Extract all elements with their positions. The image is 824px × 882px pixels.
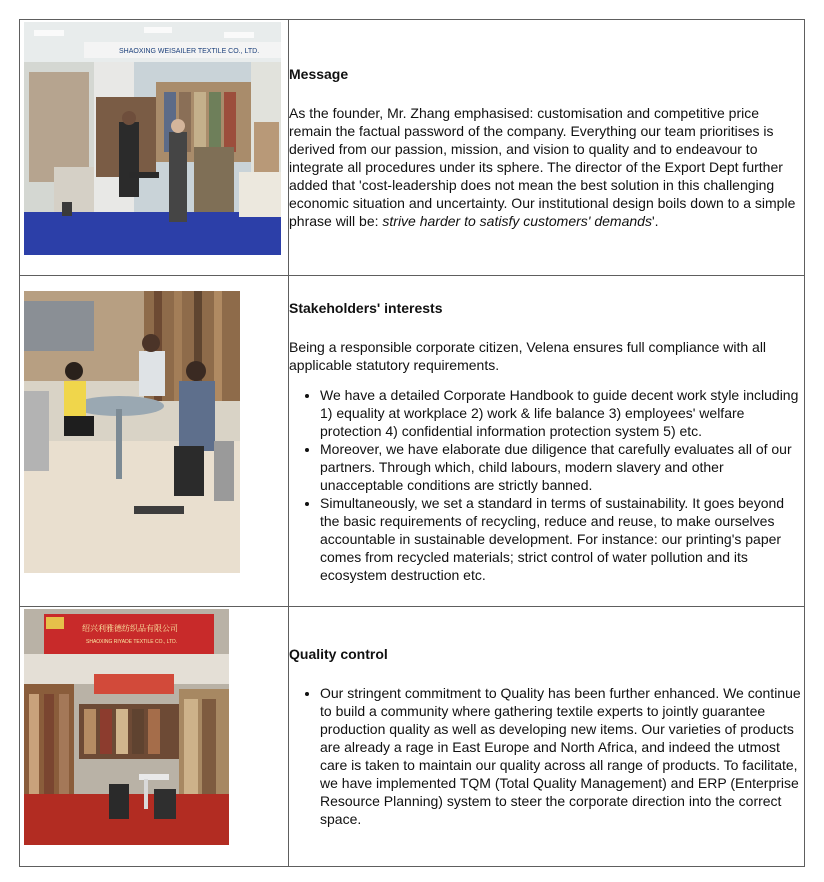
message-paragraph: As the founder, Mr. Zhang emphasised: customisation and competitive price remain the factual password of the company. Everything our team prioritises is derived from our passion, mission, and vision to quality and to endeavour to integrate all procedures under its sphere. The director of the Export Dept further added that 'cost-leadership does not mean the best solution in this challenging economic situation and uncertainty. Our institutional design boils down to a simple phrase will be: strive harder to satisfy customers' demands'.	[289, 105, 796, 229]
message-cell	[289, 20, 805, 276]
emphasis-text: strive harder to satisfy customers' demands	[382, 213, 652, 229]
section-heading-message: Message	[289, 66, 349, 82]
table-row	[20, 20, 805, 276]
image-cell	[20, 20, 289, 276]
quality-cell	[289, 607, 805, 867]
section-heading-stakeholders: Stakeholders' interests	[289, 299, 443, 316]
list-item: • We have a detailed Corporate Handbook to guide decent work style including 1) equality at workplace 2) work & life balance 3) employees' welfare protection 4) confidential information protection system 5) etc.	[320, 386, 804, 440]
booth-sign-cn: 绍兴利雅德纺织品有限公司	[82, 624, 178, 633]
table-row	[20, 607, 805, 867]
content-table	[19, 19, 805, 867]
meeting-photo	[24, 291, 240, 573]
section-heading-quality: Quality control	[289, 646, 388, 662]
booth-sign-en: SHAOXING RIYADE TEXTILE CO., LTD.	[86, 639, 178, 645]
stakeholders-paragraph: Being a responsible corporate citizen, Velena ensures full compliance with all applicable statutory requirements.	[289, 338, 767, 373]
list-item: • Our stringent commitment to Quality has been further enhanced. We continue to build a community where gathering textile experts to jointly guarantee production quality as well as developing new items. Our varieties of products are already a rage in East Europe and North Africa, and indeed the utmost care is taken to maintain our quality across all range of products. To facilitate, we have implemented TQM (Total Quality Management) and ERP (Enterprise Resource Planning) system to steer the corporate direction into the correct space.	[320, 684, 804, 828]
image-cell	[20, 607, 289, 867]
booth-photo-1	[24, 22, 281, 255]
booth-photo-2	[24, 609, 229, 845]
table-row	[20, 276, 805, 607]
image-cell	[20, 276, 289, 607]
list-item: • Moreover, we have elaborate due diligence that carefully evaluates all of our partners. Through which, child labours, modern slavery and other unacceptable conditions are strictly banned.	[320, 440, 804, 494]
quality-list	[289, 684, 804, 828]
stakeholders-list	[289, 386, 804, 584]
list-item: • Simultaneously, we set a standard in terms of sustainability. It goes beyond the basic requirements of recycling, reduce and reuse, to make ourselves accountable in sustainable development. For instance: our printing's paper comes from recycled materials; strict control of water pollution and its ecosystem destruction etc.	[320, 494, 804, 584]
stakeholders-cell	[289, 276, 805, 607]
booth-sign-text: SHAOXING WEISAILER TEXTILE CO., LTD.	[119, 48, 260, 55]
